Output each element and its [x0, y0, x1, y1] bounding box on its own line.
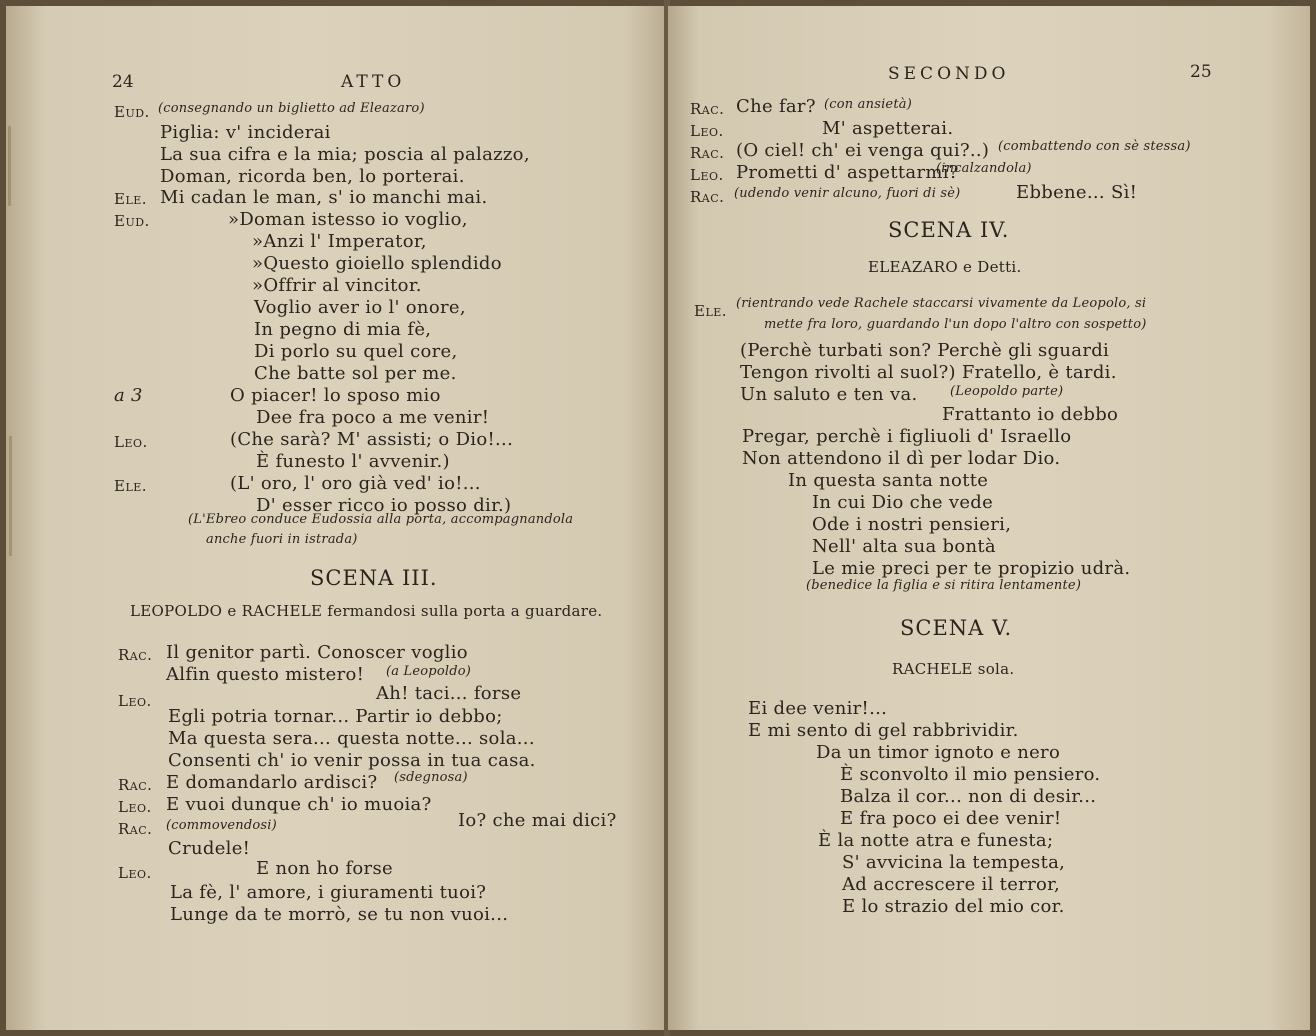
verse-line: E lo strazio del mio cor. [842, 896, 1065, 917]
verse-line: Balza il cor... non di desir... [840, 786, 1097, 807]
verse-line: E fra poco ei dee venir! [840, 808, 1062, 829]
verse-line: »Anzi l' Imperator, [252, 231, 427, 252]
scene-characters: LEOPOLDO e RACHELE fermandosi sulla porta a guardare. [130, 602, 603, 620]
scene-characters: ELEAZARO e Detti. [868, 258, 1022, 276]
verse-line: Il genitor partì. Conoscer voglio [166, 642, 468, 663]
verse-line: Consenti ch' io venir possa in tua casa. [168, 750, 536, 771]
verse-line: Nell' alta sua bontà [812, 536, 996, 557]
verse-line: Prometti d' aspettarmi? [736, 162, 959, 183]
verse-line: (L' oro, l' oro già ved' io!... [230, 473, 481, 494]
verse-line: È funesto l' avvenir.) [256, 451, 450, 472]
scene-characters: RACHELE sola. [892, 660, 1015, 678]
speaker-label: Rac. [690, 100, 725, 118]
speaker-label: Eud. [114, 103, 150, 121]
scene-title: SCENA III. [310, 566, 438, 590]
stage-direction: (udendo venir alcuno, fuori di sè) [734, 186, 961, 201]
page-number: 25 [1190, 62, 1212, 82]
speaker-label: Leo. [118, 692, 152, 710]
verse-line: Crudele! [168, 838, 251, 859]
verse-line: Doman, ricorda ben, lo porterai. [160, 166, 465, 187]
verse-line: Voglio aver io l' onore, [254, 297, 466, 318]
verse-line: »Questo gioiello splendido [252, 253, 502, 274]
verse-line: M' aspetterai. [822, 118, 954, 139]
verse-line: (O ciel! ch' ei venga qui?..) [736, 140, 990, 161]
verse-line: La sua cifra e la mia; poscia al palazzo, [160, 144, 530, 165]
speaker-label: Leo. [118, 798, 152, 816]
speaker-label: Rac. [690, 144, 725, 162]
stage-direction: (Leopoldo parte) [950, 384, 1064, 399]
verse-line: »Offrir al vincitor. [252, 275, 422, 296]
verse-line: O piacer! lo sposo mio [230, 385, 441, 406]
speaker-label: Rac. [118, 776, 153, 794]
speaker-label: Ele. [114, 190, 148, 208]
stage-direction: (combattendo con sè stessa) [998, 139, 1191, 154]
verse-line: Lunge da te morrò, se tu non vuoi... [170, 904, 509, 925]
verse-line: È la notte atra e funesta; [818, 830, 1054, 851]
verse-line: Non attendono il dì per lodar Dio. [742, 448, 1061, 469]
speaker-label: a 3 [114, 385, 143, 406]
right-page [668, 6, 1310, 1030]
verse-line: La fè, l' amore, i giuramenti tuoi? [170, 882, 487, 903]
scene-title: SCENA IV. [888, 218, 1010, 242]
speaker-label: Leo. [690, 166, 724, 184]
verse-line: (Perchè turbati son? Perchè gli sguardi [740, 340, 1110, 361]
stage-direction: (con ansietà) [824, 97, 912, 112]
verse-line: S' avvicina la tempesta, [842, 852, 1066, 873]
speaker-label: Eud. [114, 212, 150, 230]
verse-line: Ah! taci... forse [376, 683, 522, 704]
verse-line: (Che sarà? M' assisti; o Dio!... [230, 429, 514, 450]
verse-line: E vuoi dunque ch' io muoia? [166, 794, 432, 815]
stage-direction: anche fuori in istrada) [206, 532, 358, 547]
stage-direction: (sdegnosa) [394, 770, 468, 785]
verse-line: Io? che mai dici? [458, 810, 617, 831]
scene-title: SCENA V. [900, 616, 1013, 640]
verse-line: Da un timor ignoto e nero [816, 742, 1061, 763]
verse-line: Ma questa sera... questa notte... sola... [168, 728, 535, 749]
verse-line: Pregar, perchè i figliuoli d' Israello [742, 426, 1072, 447]
verse-line: In cui Dio che vede [812, 492, 994, 513]
verse-line: In questa santa notte [788, 470, 989, 491]
verse-line: »Doman istesso io voglio, [228, 209, 468, 230]
stage-direction: (benedice la figlia e si ritira lentamente) [806, 578, 1082, 593]
speaker-label: Ele. [694, 302, 728, 320]
speaker-label: Leo. [690, 122, 724, 140]
running-header: ATTO [341, 72, 406, 92]
verse-line: Che far? [736, 96, 816, 117]
stage-direction: (a Leopoldo) [386, 664, 472, 679]
stage-direction: (L'Ebreo conduce Eudossia alla porta, accompagnandola [188, 512, 574, 527]
verse-line: Piglia: v' inciderai [160, 122, 331, 143]
verse-line: Le mie preci per te propizio udrà. [812, 558, 1131, 579]
verse-line: D' esser ricco io posso dir.) [256, 495, 512, 516]
verse-line: Che batte sol per me. [254, 363, 457, 384]
verse-line: Ad accrescere il terror, [842, 874, 1061, 895]
speaker-label: Rac. [118, 820, 153, 838]
speaker-label: Rac. [118, 646, 153, 664]
verse-line: Frattanto io debbo [942, 404, 1119, 425]
verse-line: In pegno di mia fè, [254, 319, 432, 340]
speaker-label: Rac. [690, 188, 725, 206]
verse-line: Ebbene... Sì! [1016, 182, 1138, 203]
stage-direction: mette fra loro, guardando l'un dopo l'altro con sospetto) [764, 317, 1147, 332]
speaker-label: Leo. [114, 433, 148, 451]
page-number: 24 [112, 72, 134, 92]
speaker-label: Leo. [118, 864, 152, 882]
verse-line: Alfin questo mistero! [166, 664, 365, 685]
verse-line: È sconvolto il mio pensiero. [840, 764, 1101, 785]
verse-line: Dee fra poco a me venir! [256, 407, 490, 428]
verse-line: Mi cadan le man, s' io manchi mai. [160, 187, 488, 208]
stage-direction: (commovendosi) [166, 818, 277, 833]
verse-line: Di porlo su quel core, [254, 341, 458, 362]
verse-line: E domandarlo ardisci? [166, 772, 378, 793]
running-header: SECONDO [888, 64, 1010, 84]
verse-line: E non ho forse [256, 858, 393, 879]
stage-direction: (rientrando vede Rachele staccarsi vivamente da Leopolo, si [736, 296, 1147, 311]
speaker-label: Ele. [114, 477, 148, 495]
left-page [6, 6, 666, 1030]
verse-line: Ei dee venir!... [748, 698, 888, 719]
verse-line: Tengon rivolti al suol?) Fratello, è tardi. [740, 362, 1117, 383]
verse-line: E mi sento di gel rabbrividir. [748, 720, 1019, 741]
stage-direction: (incalzandola) [936, 161, 1032, 176]
stage-direction: (consegnando un biglietto ad Eleazaro) [158, 101, 425, 116]
verse-line: Un saluto e ten va. [740, 384, 918, 405]
verse-line: Ode i nostri pensieri, [812, 514, 1012, 535]
verse-line: Egli potria tornar... Partir io debbo; [168, 706, 503, 727]
